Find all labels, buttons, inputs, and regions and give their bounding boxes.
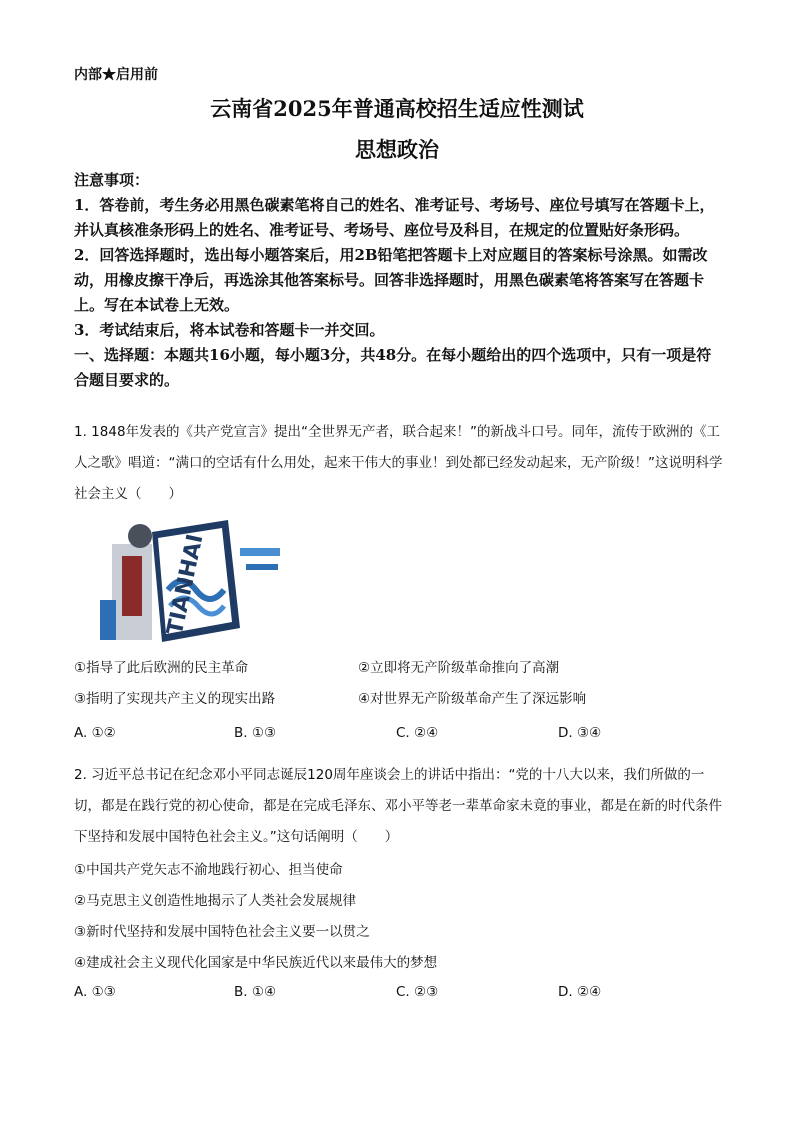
question-1-option-1: ①指导了此后欧洲的民主革命 [74,660,249,676]
confidential-label: 内部★启用前 [74,67,158,83]
question-1-choices [74,725,724,749]
question-2 [74,760,724,853]
exam-subject: 思想政治 [355,137,439,162]
exam-title: 云南省2025年普通高校招生适应性测试 [210,96,584,121]
question-2-statement-2: ②马克思主义创造性地揭示了人类社会发展规律 [74,893,357,909]
question-2-choice-c: C. ②③ [396,984,439,1000]
question-1-choice-d: D. ③④ [558,725,602,741]
question-2-statement-1: ①中国共产党矢志不渝地践行初心、担当使命 [74,862,343,878]
question-1-choice-a: A. ①② [74,725,116,741]
watermark-text: TIANHAI [162,532,209,638]
question-2-stem: 2. 习近平总书记在纪念邓小平同志诞辰120周年座谈会上的讲话中指出：“党的十八大以来，我们所做的一切，都是在践行党的初心使命，都是在完成毛泽东、邓小平等老一辈革命家未竟的事业，都是在新的时代条件下坚持和发展中国特色社会主义。”这句话阐明（ ） [74,767,722,845]
question-1-option-4: ④对世界无产阶级革命产生了深远影响 [358,691,587,707]
instructions-heading: 注意事项： [74,171,150,189]
instruction-item-1: 1．答卷前，考生务必用黑色碳素笔将自己的姓名、准考证号、考场号、座位号填写在答题卡上，并认真核准条形码上的姓名、准考证号、考场号、座位号及科目，在规定的位置贴好条形码。 [74,196,715,239]
question-2-statements [74,855,724,979]
watermark-logo [100,520,290,650]
instruction-item-3: 3．考试结束后，将本试卷和答题卡一并交回。 [74,321,385,339]
section-heading: 一、选择题：本题共16小题，每小题3分，共48分。在每小题给出的四个选项中，只有一项是符合题目要求的。 [74,346,712,389]
question-1-stem: 1. 1848年发表的《共产党宣言》提出“全世界无产者，联合起来！”的新战斗口号。同年，流传于欧洲的《工人之歌》唱道：“满口的空话有什么用处，起来干伟大的事业！到处都已经发动起来，无产阶级！”这说明科学社会主义（ ） [74,424,723,502]
question-1-choice-b: B. ①③ [234,725,277,741]
question-2-choice-a: A. ①③ [74,984,116,1000]
question-1-choice-c: C. ②④ [396,725,439,741]
question-2-choice-d: D. ②④ [558,984,602,1000]
instruction-item-2: 2．回答选择题时，选出每小题答案后，用2B铅笔把答题卡上对应题目的答案标号涂黑。如需改动，用橡皮擦干净后，再选涂其他答案标号。回答非选择题时，用黑色碳素笔将答案写在答题卡上。写在本试卷上无效。 [74,246,708,314]
question-2-statement-3: ③新时代坚持和发展中国特色社会主义要一以贯之 [74,924,370,940]
instructions [74,168,724,393]
question-1-options [74,656,724,718]
question-1 [74,417,724,510]
question-2-statement-4: ④建成社会主义现代化国家是中华民族近代以来最伟大的梦想 [74,955,438,971]
question-2-choices [74,984,724,1008]
question-1-option-3: ③指明了实现共产主义的现实出路 [74,691,276,707]
question-1-option-2: ②立即将无产阶级革命推向了高潮 [358,660,560,676]
question-2-choice-b: B. ①④ [234,984,277,1000]
